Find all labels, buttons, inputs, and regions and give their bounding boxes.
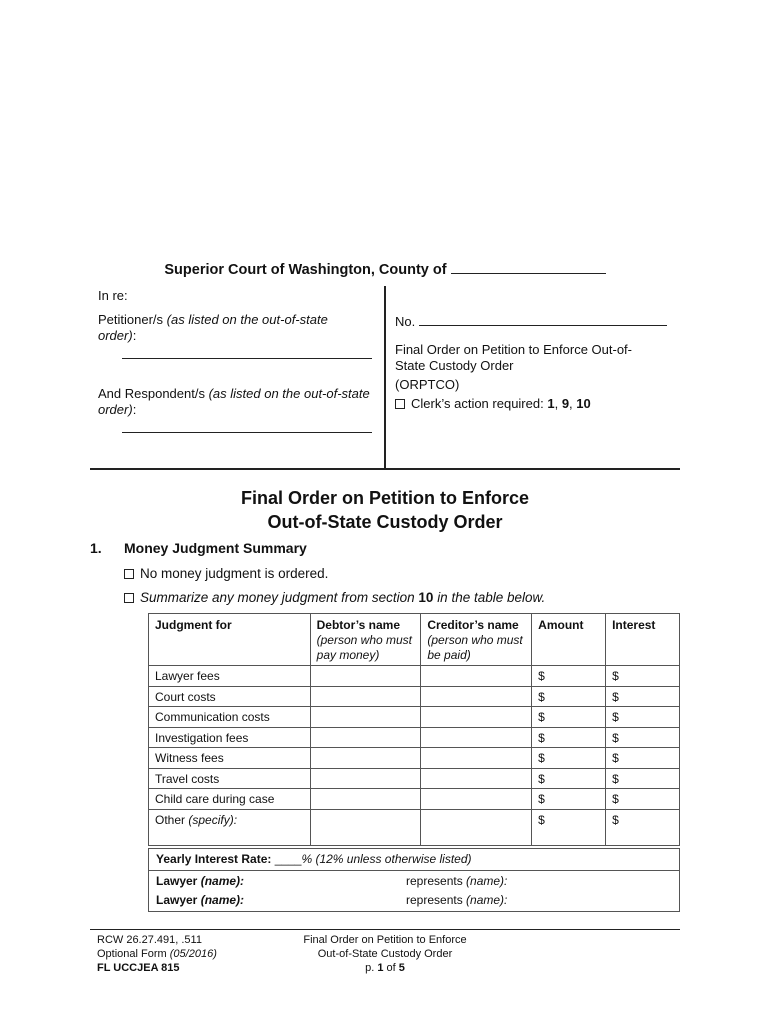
table-row (149, 686, 680, 707)
debtor-cell[interactable] (310, 686, 421, 707)
interest-cell[interactable]: $ (606, 748, 680, 769)
footer-rcw: RCW 26.27.491, .511 (97, 934, 202, 946)
respondent-name-blank[interactable] (122, 432, 372, 433)
form-title (0, 486, 770, 534)
judgment-for-cell: Travel costs (149, 768, 311, 789)
header-creditor: Creditor’s name (person who must be paid) (421, 614, 532, 666)
header-amount: Amount (532, 614, 606, 666)
creditor-cell[interactable] (421, 768, 532, 789)
creditor-cell[interactable] (421, 789, 532, 810)
interest-cell[interactable]: $ (606, 666, 680, 687)
petitioner-name-blank[interactable] (122, 358, 372, 359)
table-row (149, 748, 680, 769)
in-re-label: In re: (98, 288, 128, 303)
table-row (149, 707, 680, 728)
debtor-cell[interactable] (310, 809, 421, 845)
clerk-action: Clerk’s action required: 1, 9, 10 (395, 396, 680, 412)
table-row (149, 666, 680, 687)
creditor-cell[interactable] (421, 809, 532, 845)
debtor-cell[interactable] (310, 707, 421, 728)
case-number: No. (395, 314, 680, 330)
amount-cell[interactable]: $ (532, 809, 606, 845)
interest-cell[interactable]: $ (606, 707, 680, 728)
other-cell[interactable]: Other (specify): (149, 809, 311, 845)
judgment-for-cell: Child care during case (149, 789, 311, 810)
footer-title-line1: Final Order on Petition to Enforce (303, 934, 467, 946)
footer-title-line2: Out-of-State Custody Order (317, 948, 453, 960)
interest-cell[interactable]: $ (606, 686, 680, 707)
amount-cell[interactable]: $ (532, 789, 606, 810)
case-caption (90, 286, 680, 470)
page-number: p. 1 of 5 (365, 962, 405, 974)
section-number: 1. (90, 540, 102, 556)
interest-rate-row: Yearly Interest Rate: ____% (12% unless otherwise listed) (156, 852, 472, 866)
summarize-checkbox[interactable] (124, 593, 134, 603)
county-blank[interactable] (451, 273, 606, 274)
no-judgment-checkbox[interactable] (124, 569, 134, 579)
creditor-cell[interactable] (421, 748, 532, 769)
interest-cell[interactable]: $ (606, 727, 680, 748)
caption-parties (98, 286, 378, 437)
option-no-judgment: No money judgment is ordered. (124, 566, 328, 581)
table-row (149, 727, 680, 748)
amount-cell[interactable]: $ (532, 748, 606, 769)
creditor-cell[interactable] (421, 666, 532, 687)
footer-divider (90, 929, 680, 930)
header-interest: Interest (606, 614, 680, 666)
judgment-for-cell: Court costs (149, 686, 311, 707)
caption-doc-code: (ORPTCO) (395, 377, 460, 392)
form-title-line2: Out-of-State Custody Order (267, 512, 503, 532)
judgment-for-cell: Communication costs (149, 707, 311, 728)
petitioner-label: Petitioner/s (as listed on the out-of-state order): (98, 312, 328, 343)
creditor-cell[interactable] (421, 686, 532, 707)
debtor-cell[interactable] (310, 666, 421, 687)
debtor-cell[interactable] (310, 768, 421, 789)
caption-divider (384, 286, 386, 470)
header-debtor: Debtor’s name (person who must pay money) (310, 614, 421, 666)
amount-cell[interactable]: $ (532, 666, 606, 687)
header-judgment-for: Judgment for (149, 614, 311, 666)
table-row (149, 789, 680, 810)
judgment-for-cell: Lawyer fees (149, 666, 311, 687)
interest-rate-blank[interactable]: ____ (274, 852, 302, 866)
clerk-action-checkbox[interactable] (395, 399, 405, 409)
form-title-line1: Final Order on Petition to Enforce (240, 488, 530, 508)
section-title: Money Judgment Summary (124, 540, 307, 556)
respondent-label: And Respondent/s (as listed on the out-of-state order): (98, 386, 370, 417)
creditor-cell[interactable] (421, 707, 532, 728)
amount-cell[interactable]: $ (532, 768, 606, 789)
table-header-row (149, 614, 680, 666)
debtor-cell[interactable] (310, 748, 421, 769)
interest-cell[interactable]: $ (606, 789, 680, 810)
interest-cell[interactable]: $ (606, 768, 680, 789)
judgment-table (148, 613, 680, 846)
amount-cell[interactable]: $ (532, 686, 606, 707)
footer-left (97, 933, 217, 975)
court-header (0, 262, 770, 278)
lawyer-row-2[interactable]: Lawyer (name): represents (name): (156, 893, 508, 907)
lawyer-row-1[interactable]: Lawyer (name): represents (name): (149, 870, 679, 890)
debtor-cell[interactable] (310, 727, 421, 748)
footer-form-id: FL UCCJEA 815 (97, 962, 180, 974)
judgment-for-cell: Investigation fees (149, 727, 311, 748)
table-row (149, 768, 680, 789)
judgment-details-box (148, 848, 680, 912)
debtor-cell[interactable] (310, 789, 421, 810)
footer-center (270, 933, 500, 975)
amount-cell[interactable]: $ (532, 707, 606, 728)
caption-case-info (395, 286, 680, 412)
case-number-blank[interactable] (419, 325, 667, 326)
creditor-cell[interactable] (421, 727, 532, 748)
court-name: Superior Court of Washington, County of (164, 262, 447, 278)
judgment-for-cell: Witness fees (149, 748, 311, 769)
table-row-other (149, 809, 680, 845)
footer-optional-form: Optional Form (05/2016) (97, 948, 217, 960)
amount-cell[interactable]: $ (532, 727, 606, 748)
caption-doc-title: Final Order on Petition to Enforce Out-of-State Custody Order (395, 342, 632, 373)
option-summarize: Summarize any money judgment from section 10 in the table below. (124, 590, 545, 605)
interest-cell[interactable]: $ (606, 809, 680, 845)
